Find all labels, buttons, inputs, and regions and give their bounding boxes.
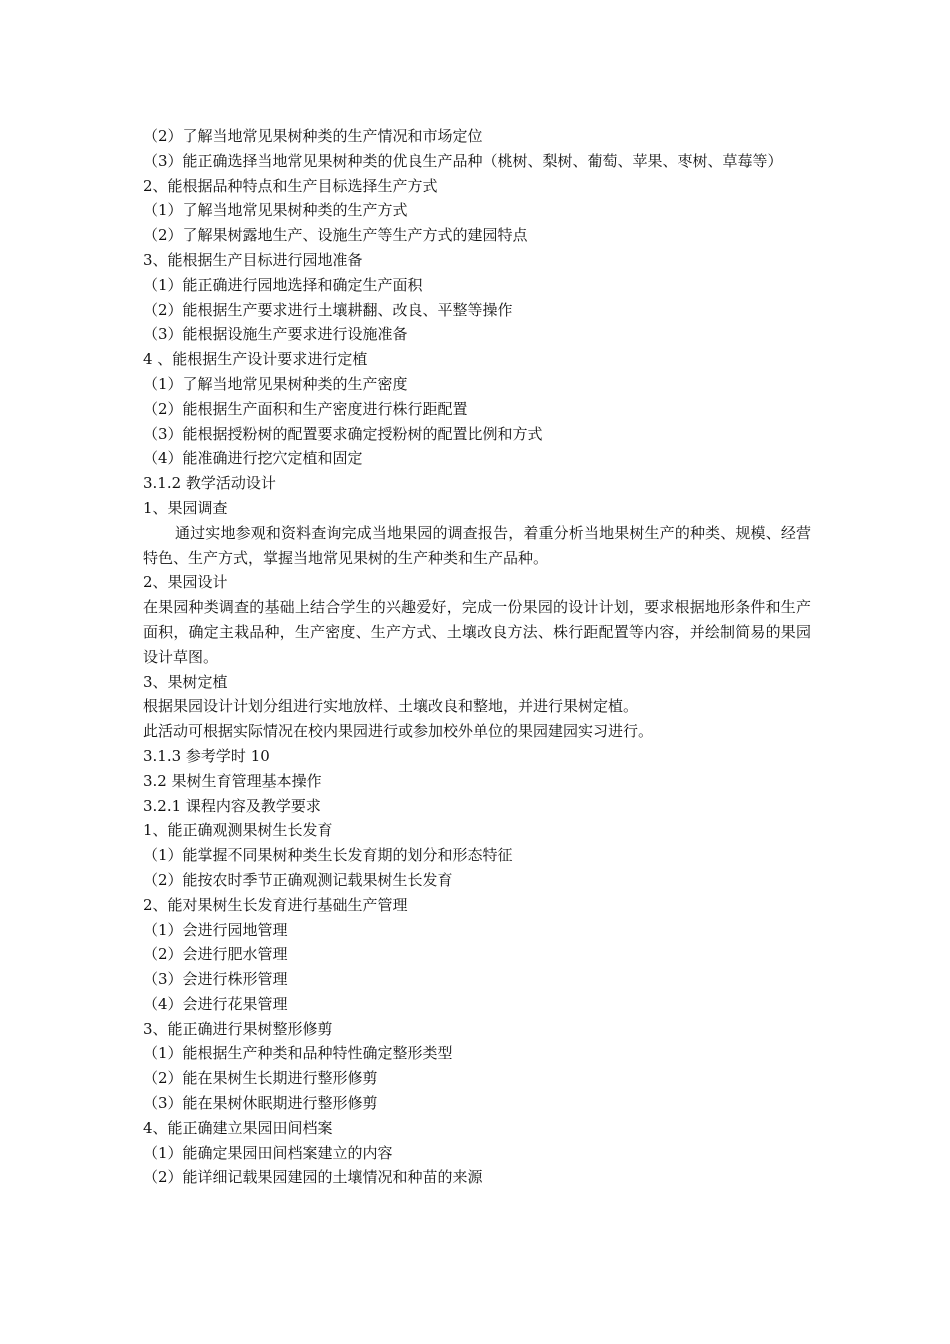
text-line: （1）能根据生产种类和品种特性确定整形类型 bbox=[143, 1044, 453, 1063]
text-line: 3、果树定植 bbox=[143, 672, 228, 691]
text-line: 此活动可根据实际情况在校内果园进行或参加校外单位的果园建园实习进行。 bbox=[143, 722, 654, 741]
text-line: （2）能按农时季节正确观测记载果树生长发育 bbox=[143, 870, 453, 889]
text-line: 根据果园设计计划分组进行实地放样、土壤改良和整地，并进行果树定植。 bbox=[143, 697, 639, 716]
text-line: （2）能在果树生长期进行整形修剪 bbox=[143, 1069, 378, 1088]
text-line: （1）能确定果园田间档案建立的内容 bbox=[143, 1143, 393, 1162]
text-line: （2）了解果树露地生产、设施生产等生产方式的建园特点 bbox=[143, 226, 528, 245]
text-line: （2）了解当地常见果树种类的生产情况和市场定位 bbox=[143, 127, 483, 145]
text-line: （3）能在果树休眠期进行整形修剪 bbox=[143, 1094, 378, 1113]
text-line: （1）了解当地常见果树种类的生产方式 bbox=[143, 201, 408, 220]
text-line: （1）能正确进行园地选择和确定生产面积 bbox=[143, 275, 423, 294]
text-line: （2）能根据生产要求进行土壤耕翻、改良、平整等操作 bbox=[143, 300, 513, 319]
text-line: （1）会进行园地管理 bbox=[143, 920, 288, 939]
text-line: （3）能根据授粉树的配置要求确定授粉树的配置比例和方式 bbox=[143, 424, 543, 443]
paragraph: 通过实地参观和资料查询完成当地果园的调查报告，着重分析当地果树生产的种类、规模、经营特色、生产方式，掌握当地常见果树的生产种类和生产品种。 bbox=[143, 523, 811, 567]
text-line: 3、能正确进行果树整形修剪 bbox=[143, 1019, 333, 1038]
text-line: 3.1.2 教学活动设计 bbox=[143, 474, 276, 493]
text-line: 3、能根据生产目标进行园地准备 bbox=[143, 250, 363, 269]
text-line: 2、能对果树生长发育进行基础生产管理 bbox=[143, 895, 408, 914]
text-line: （2）能根据生产面积和生产密度进行株行距配置 bbox=[143, 399, 468, 418]
text-line: （2）能详细记载果园建园的土壤情况和种苗的来源 bbox=[143, 1168, 483, 1187]
text-line: 1、果园调查 bbox=[143, 498, 228, 517]
text-line: （3）能根据设施生产要求进行设施准备 bbox=[143, 325, 408, 344]
text-line: 2、能根据品种特点和生产目标选择生产方式 bbox=[143, 176, 438, 195]
text-line: 3.1.3 参考学时 10 bbox=[143, 746, 270, 765]
text-line: （1）能掌握不同果树种类生长发育期的划分和形态特征 bbox=[143, 846, 513, 865]
text-line: 3.2.1 课程内容及教学要求 bbox=[143, 796, 321, 815]
text-line: 4 、能根据生产设计要求进行定植 bbox=[143, 350, 368, 369]
text-line: 2、果园设计 bbox=[143, 573, 228, 592]
text-line: （4）会进行花果管理 bbox=[143, 994, 288, 1013]
text-line: （3）会进行株形管理 bbox=[143, 970, 288, 989]
paragraph: （3）能正确选择当地常见果树种类的优良生产品种（桃树、梨树、葡萄、苹果、枣树、草莓等） bbox=[143, 151, 783, 170]
text-line: （1）了解当地常见果树种类的生产密度 bbox=[143, 374, 408, 393]
text-line: 3.2 果树生育管理基本操作 bbox=[143, 771, 322, 790]
text-line: （4）能准确进行挖穴定植和固定 bbox=[143, 449, 363, 468]
paragraph: 在果园种类调查的基础上结合学生的兴趣爱好，完成一份果园的设计计划，要求根据地形条件和生产面积，确定主栽品种，生产密度、生产方式、土壤改良方法、株行距配置等内容，并绘制简易的果园设计草图。 bbox=[143, 598, 811, 666]
text-line: 4、能正确建立果园田间档案 bbox=[143, 1118, 333, 1137]
text-line: 1、能正确观测果树生长发育 bbox=[143, 821, 333, 840]
text-line: （2）会进行肥水管理 bbox=[143, 945, 288, 964]
document-body bbox=[143, 124, 811, 1190]
